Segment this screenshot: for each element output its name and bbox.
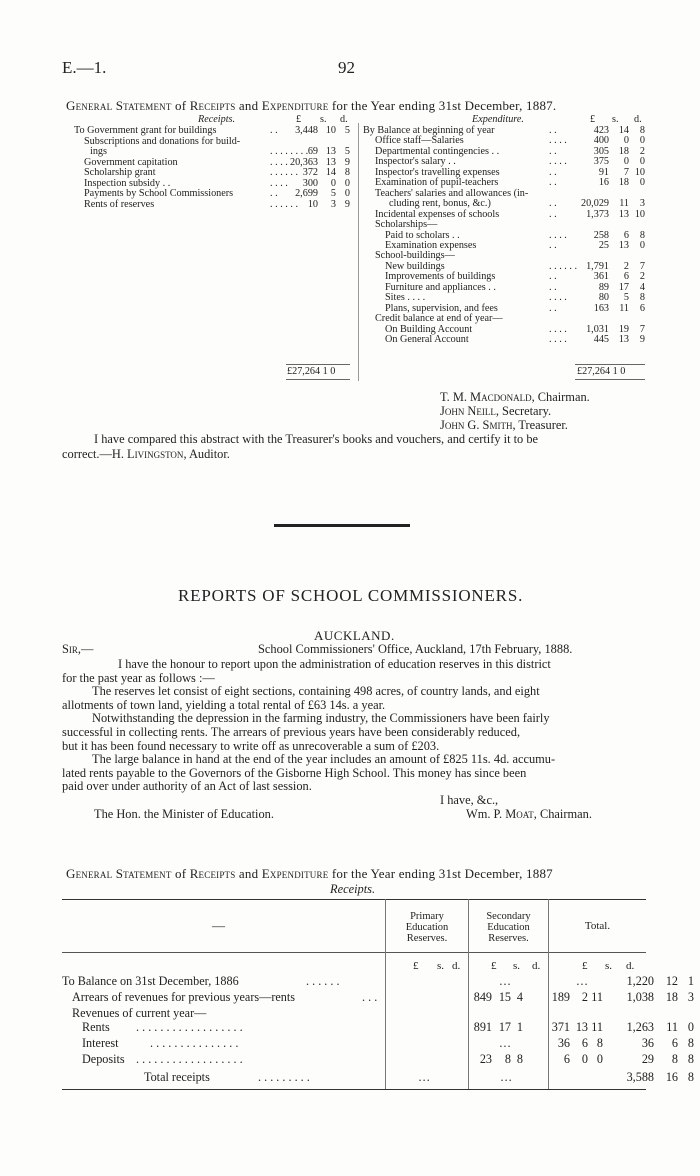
expenditure-pounds: 25 xyxy=(598,239,609,251)
receipts-pence: 5 xyxy=(344,146,350,157)
primary-value: 4 xyxy=(516,990,523,1004)
total-value: 36 xyxy=(641,1036,654,1050)
expenditure-pounds: 361 xyxy=(593,271,609,283)
expenditure-leader: . . xyxy=(549,302,557,314)
expenditure-shillings: 11 xyxy=(619,198,629,210)
table-row-leader: . . . xyxy=(362,990,378,1004)
expenditure-pounds: 1,373 xyxy=(586,208,609,220)
expenditure-pounds: 91 xyxy=(598,166,609,178)
expenditure-leader: . . . . xyxy=(549,135,567,147)
report-signer: Wm. P. Moat, Chairman. xyxy=(466,807,592,821)
expenditure-total-rule-bottom xyxy=(575,379,645,380)
receipts-list xyxy=(74,126,350,216)
table-row-leader: . . . . . . . . . . . . . . . xyxy=(150,1036,239,1050)
expenditure-leader: . . xyxy=(549,208,557,220)
statement1-title: General Statement of Receipts and Expenditure for the Year ending 31st December, 1887. xyxy=(66,98,557,113)
receipts-leader: . . . . xyxy=(270,156,288,168)
signature-chairman: T. M. Macdonald, Chairman. xyxy=(440,390,590,404)
report-paragraph-line: I have the honour to report upon the administration of education reserves in this district xyxy=(118,657,551,671)
secondary-value: 8 xyxy=(596,1036,603,1050)
expenditure-pounds: 80 xyxy=(598,292,609,304)
total-receipts-value: 3,588 xyxy=(626,1070,654,1084)
primary-value: … xyxy=(498,974,511,988)
signature-treasurer: John G. Smith, Treasurer. xyxy=(440,418,568,432)
expenditure-label: Office staff—Salaries xyxy=(375,135,464,147)
expenditure-shillings: 13 xyxy=(618,239,629,251)
expenditure-leader: . . xyxy=(549,271,557,283)
receipts-leader: . . . . xyxy=(270,177,288,189)
expenditure-label: Sites . . . . xyxy=(385,292,426,304)
receipts-shillings: 10 xyxy=(325,125,336,136)
total-value: 29 xyxy=(641,1052,654,1066)
receipts-lsd-pence: d. xyxy=(340,114,348,125)
expenditure-label: Plans, supervision, and fees xyxy=(385,302,498,314)
expenditure-pence: 9 xyxy=(639,334,645,345)
primary-value: 17 xyxy=(498,1020,511,1034)
expenditure-heading: Expenditure. xyxy=(472,114,524,125)
receipts-label: Scholarship grant xyxy=(84,167,156,178)
expenditure-shillings: 5 xyxy=(623,292,629,304)
receipts-total-rule-bottom xyxy=(286,379,350,380)
receipts-pounds: 20,363 xyxy=(289,156,318,168)
expenditure-pounds: 423 xyxy=(593,125,609,136)
receipts-leader: . . xyxy=(270,125,278,136)
label-column-dash: — xyxy=(212,918,225,933)
secondary-value: 6 xyxy=(581,1036,588,1050)
expenditure-pounds: 258 xyxy=(593,229,609,241)
expenditure-shillings: 6 xyxy=(623,229,629,241)
report-paragraph-line: but it has been found necessary to write off as unrecoverable a sum of £203. xyxy=(62,738,440,753)
expenditure-label: New buildings xyxy=(385,260,445,272)
lsd-header: s. xyxy=(513,960,521,972)
total-value: 1,220 xyxy=(626,974,654,988)
salutation: Sir,— xyxy=(62,642,94,656)
expenditure-pence: 7 xyxy=(639,260,645,272)
report-paragraph-line: paid over under authority of an Act of last session. xyxy=(62,779,312,794)
expenditure-pounds: 16 xyxy=(598,177,609,189)
expenditure-row xyxy=(363,199,645,209)
expenditure-label: Scholarships— xyxy=(375,219,438,231)
total-value: 1,038 xyxy=(626,990,654,1004)
expenditure-leader: . . xyxy=(549,281,557,293)
expenditure-total: £27,264 1 0 xyxy=(577,366,626,377)
expenditure-total-rule xyxy=(575,364,645,365)
total-value: 11 xyxy=(666,1020,678,1034)
expenditure-lsd-pence: d. xyxy=(634,114,642,125)
receipts-label: ings xyxy=(90,146,107,157)
receipts-pounds: 2,699 xyxy=(295,188,318,199)
expenditure-pounds: 1,791 xyxy=(586,260,609,272)
total-value: 1,263 xyxy=(626,1020,654,1034)
receipts-pence: 9 xyxy=(344,198,350,210)
page-section-label: E.—1. xyxy=(62,58,107,77)
expenditure-pence: 0 xyxy=(639,135,645,147)
table-row-label: Arrears of revenues for previous years—rents xyxy=(72,990,296,1004)
section-separator xyxy=(274,524,410,527)
receipts-pence: 0 xyxy=(344,188,350,199)
secondary-value: 0 xyxy=(581,1052,588,1066)
receipts-total: £27,264 1 0 xyxy=(287,366,336,377)
secondary-value: … xyxy=(575,974,588,988)
lsd-header: d. xyxy=(532,960,541,972)
expenditure-leader: . . xyxy=(549,177,557,189)
reports-title: REPORTS OF SCHOOL COMMISSIONERS. xyxy=(178,586,524,605)
table-row-leader: . . . . . . . . . . . . . . . . . . xyxy=(136,1020,243,1034)
receipts-shillings: 3 xyxy=(330,198,336,210)
expenditure-pounds: 305 xyxy=(593,145,609,157)
expenditure-shillings: 7 xyxy=(623,166,629,178)
receipts-lsd-shilling: s. xyxy=(320,114,327,125)
expenditure-label: Departmental contingencies . . xyxy=(375,145,500,157)
primary-value: 23 xyxy=(479,1052,492,1066)
expenditure-pence: 8 xyxy=(639,229,645,241)
page-number: 92 xyxy=(338,58,355,77)
expenditure-shillings: 13 xyxy=(618,208,629,220)
report-paragraph-line: The reserves let consist of eight sections, containing 498 acres, of country lands, and eight xyxy=(92,684,540,699)
receipts-label: Subscriptions and donations for build- xyxy=(84,135,241,147)
receipts-pence: 8 xyxy=(344,167,350,178)
receipts-leader: . . . . . . xyxy=(270,167,299,178)
expenditure-label: Credit balance at end of year— xyxy=(375,313,503,325)
statement2-title: General Statement of Receipts and Expenditure for the Year ending 31st December, 1887 xyxy=(66,866,553,881)
table-top-rule xyxy=(62,899,646,900)
expenditure-leader: . . . . xyxy=(549,334,567,345)
expenditure-pounds: 1,031 xyxy=(586,323,609,335)
receipts-pence: 0 xyxy=(344,177,350,189)
total-receipts-leader: . . . . . . . . . xyxy=(258,1070,310,1084)
total-row-rule xyxy=(62,1066,382,1067)
expenditure-label: cluding rent, bonus, &c.) xyxy=(389,198,491,210)
expenditure-leader: . . . . xyxy=(549,323,567,335)
expenditure-row xyxy=(363,220,645,230)
primary-value: 891 xyxy=(473,1020,492,1034)
secondary-value: 2 xyxy=(581,990,588,1004)
secondary-value: 189 xyxy=(551,990,570,1004)
expenditure-pence: 0 xyxy=(639,239,645,251)
expenditure-label: Examination of pupil-teachers xyxy=(375,177,499,189)
lsd-header: £ xyxy=(582,960,588,972)
expenditure-leader: . . xyxy=(549,125,557,136)
expenditure-shillings: 6 xyxy=(623,271,629,283)
table-row-label: Interest xyxy=(82,1036,119,1050)
lsd-header: s. xyxy=(437,960,445,972)
secondary-value: 0 xyxy=(596,1052,603,1066)
expenditure-leader: . . xyxy=(549,166,557,178)
expenditure-pence: 0 xyxy=(639,156,645,168)
total-value: 8 xyxy=(671,1052,678,1066)
expenditure-pounds: 20,029 xyxy=(580,198,609,210)
statement2-subhead: Receipts. xyxy=(330,882,376,896)
expenditure-label: Improvements of buildings xyxy=(385,271,496,283)
expenditure-row xyxy=(363,314,645,324)
receipts-row xyxy=(74,189,350,199)
table-row-leader: . . . . . . xyxy=(306,974,340,988)
total-receipts-value: 8 xyxy=(687,1070,694,1084)
expenditure-pounds: 375 xyxy=(593,156,609,168)
total-value: 18 xyxy=(665,990,678,1004)
expenditure-label: Examination expenses xyxy=(385,239,477,251)
receipts-shillings: 13 xyxy=(325,146,336,157)
audit-line-2: correct.—H. Livingston, Auditor. xyxy=(62,447,230,461)
expenditure-pence: 7 xyxy=(639,323,645,335)
expenditure-pence: 2 xyxy=(639,145,645,157)
expenditure-pounds: 163 xyxy=(593,302,609,314)
expenditure-leader: . . . . xyxy=(549,292,567,304)
table-row-label: Rents xyxy=(82,1020,110,1034)
primary-value: 8 xyxy=(504,1052,511,1066)
total-value: 8 xyxy=(687,1052,694,1066)
expenditure-pence: 4 xyxy=(639,281,645,293)
lsd-header: £ xyxy=(491,960,497,972)
total-secondary: … xyxy=(500,1070,513,1084)
secondary-value: 11 xyxy=(591,1020,603,1034)
expenditure-label: Inspector's salary . . xyxy=(375,156,456,168)
receipts-label: Rents of reserves xyxy=(84,198,155,210)
total-value: 0 xyxy=(687,1020,694,1034)
expenditure-shillings: 18 xyxy=(618,177,629,189)
primary-value: … xyxy=(498,1036,511,1050)
expenditure-shillings: 2 xyxy=(623,260,629,272)
expenditure-leader: . . xyxy=(549,198,557,210)
expenditure-pence: 8 xyxy=(639,292,645,304)
lsd-header: s. xyxy=(605,960,613,972)
expenditure-label: On Building Account xyxy=(385,323,473,335)
expenditure-leader: . . . . . . xyxy=(549,260,578,272)
expenditure-label: Paid to scholars . . xyxy=(385,229,460,241)
expenditure-pence: 2 xyxy=(639,271,645,283)
receipts-pence: 5 xyxy=(344,125,350,136)
secondary-value: 371 xyxy=(551,1020,570,1034)
expenditure-row xyxy=(363,335,645,345)
expenditure-label: Inspector's travelling expenses xyxy=(375,166,500,178)
expenditure-shillings: 17 xyxy=(618,281,629,293)
receipts-row xyxy=(74,168,350,178)
receipts-label: To Government grant for buildings xyxy=(74,125,217,136)
expenditure-shillings: 0 xyxy=(623,135,629,147)
expenditure-shillings: 19 xyxy=(618,323,629,335)
receipts-row xyxy=(74,126,350,136)
report-paragraph-line: lated rents payable to the Governors of the Gisborne High School. This money has since been xyxy=(62,765,527,780)
expenditure-pence: 8 xyxy=(639,125,645,136)
closing: I have, &c., xyxy=(440,793,499,807)
receipts-pounds: 3,448 xyxy=(295,125,318,136)
table-row-label: Revenues of current year— xyxy=(72,1006,207,1020)
expenditure-label: On General Account xyxy=(385,334,469,345)
expenditure-lsd-shilling: s. xyxy=(612,114,619,125)
expenditure-pounds: 445 xyxy=(593,334,609,345)
expenditure-label: By Balance at beginning of year xyxy=(363,125,495,136)
expenditure-pounds: 400 xyxy=(593,135,609,147)
table-bottom-rule xyxy=(62,1089,646,1090)
primary-value: 8 xyxy=(516,1052,523,1066)
expenditure-pence: 6 xyxy=(639,302,645,314)
receipts-leader: . . . . . . xyxy=(270,198,299,210)
expenditure-label: Incidental expenses of schools xyxy=(375,208,500,220)
report-paragraph-line: for the past year as follows :— xyxy=(62,670,215,685)
expenditure-shillings: 11 xyxy=(619,302,629,314)
secondary-value: 13 xyxy=(575,1020,588,1034)
receipts-pounds: 69 xyxy=(307,146,318,157)
lsd-header: d. xyxy=(626,960,635,972)
expenditure-leader: . . . . xyxy=(549,156,567,168)
lsd-header: £ xyxy=(413,960,419,972)
total-value: 8 xyxy=(687,1036,694,1050)
expenditure-leader: . . xyxy=(549,145,557,157)
receipts-pence: 9 xyxy=(344,156,350,168)
report-paragraph-line: The large balance in hand at the end of the year includes an amount of £825 11s. 4d. accumu- xyxy=(92,752,556,767)
total-value: 3 xyxy=(687,990,694,1004)
table-row-label: Deposits xyxy=(82,1052,125,1066)
col-secondary-header: Secondary Education Reserves. xyxy=(486,911,531,944)
receipts-pounds: 10 xyxy=(307,198,318,210)
primary-value: 849 xyxy=(473,990,492,1004)
secondary-value: 11 xyxy=(591,990,603,1004)
expenditure-pence: 10 xyxy=(634,208,645,220)
receipts-shillings: 13 xyxy=(325,156,336,168)
primary-value: 15 xyxy=(498,990,511,1004)
primary-value: 1 xyxy=(516,1020,523,1034)
expenditure-pounds: 89 xyxy=(598,281,609,293)
reports-place: AUCKLAND. xyxy=(314,628,395,643)
expenditure-shillings: 0 xyxy=(623,156,629,168)
receipts-pounds: 300 xyxy=(302,177,318,189)
report-paragraph-line: Notwithstanding the depression in the farming industry, the Commissioners have been fairly xyxy=(92,711,550,726)
signature-secretary: John Neill, Secretary. xyxy=(440,404,552,418)
total-primary: … xyxy=(418,1070,431,1084)
receipts-row xyxy=(74,147,350,157)
receipts-leader: . . . . . . . . xyxy=(270,146,309,157)
expenditure-shillings: 13 xyxy=(618,334,629,345)
receipts-row xyxy=(74,200,350,210)
col-primary-header: Primary Education Reserves. xyxy=(405,911,449,944)
receipts-heading: Receipts. xyxy=(198,114,236,125)
statement1-divider xyxy=(358,123,359,381)
expenditure-label: School-buildings— xyxy=(375,250,455,262)
table-header-rule xyxy=(62,952,646,953)
expenditure-leader: . . . . xyxy=(549,229,567,241)
table-row-leader: . . . . . . . . . . . . . . . . . . xyxy=(136,1052,243,1066)
expenditure-leader: . . xyxy=(549,239,557,251)
table-row-label: To Balance on 31st December, 1886 xyxy=(62,974,239,988)
audit-line-1: I have compared this abstract with the Treasurer's books and vouchers, and certify it to be xyxy=(94,432,539,446)
receipts-leader: . . xyxy=(270,188,278,199)
receipts-shillings: 5 xyxy=(330,188,336,199)
expenditure-lsd-pound: £ xyxy=(590,114,596,125)
secondary-value: 36 xyxy=(557,1036,570,1050)
expenditure-pence: 3 xyxy=(639,198,645,210)
total-value: 6 xyxy=(671,1036,678,1050)
receipts-label: Government capitation xyxy=(84,156,178,168)
expenditure-pence: 0 xyxy=(639,177,645,189)
receipts-shillings: 0 xyxy=(330,177,336,189)
secondary-value: 6 xyxy=(563,1052,570,1066)
receipts-shillings: 14 xyxy=(325,167,336,178)
addressee: The Hon. the Minister of Education. xyxy=(94,807,274,821)
total-receipts-label: Total receipts xyxy=(144,1070,210,1084)
receipts-label: Inspection subsidy . . xyxy=(84,177,171,189)
receipts-total-rule xyxy=(286,364,350,365)
total-value: 12 xyxy=(665,974,678,988)
total-receipts-value: 16 xyxy=(665,1070,678,1084)
expenditure-pence: 10 xyxy=(634,166,645,178)
report-paragraph-line: allotments of town land, yielding a total rental of £63 14s. a year. xyxy=(62,697,386,712)
report-paragraph-line: successful in collecting rents. The arrears of previous years have been considerably reduced, xyxy=(62,725,521,739)
receipts-label: Payments by School Commissioners xyxy=(84,188,234,199)
expenditure-label: Teachers' salaries and allowances (in- xyxy=(375,187,529,199)
receipts-lsd-pound: £ xyxy=(296,114,302,125)
total-value: 1 xyxy=(687,974,694,988)
expenditure-shillings: 18 xyxy=(618,145,629,157)
receipts-pounds: 372 xyxy=(302,167,318,178)
receipts-table-body xyxy=(62,960,694,1088)
expenditure-label: Furniture and appliances . . xyxy=(385,281,496,293)
office-date-line: School Commissioners' Office, Auckland, 17th February, 1888. xyxy=(258,642,573,656)
col-total-header: Total. xyxy=(584,920,611,932)
expenditure-list xyxy=(363,126,645,356)
lsd-header: d. xyxy=(452,960,461,972)
expenditure-shillings: 14 xyxy=(618,125,629,136)
